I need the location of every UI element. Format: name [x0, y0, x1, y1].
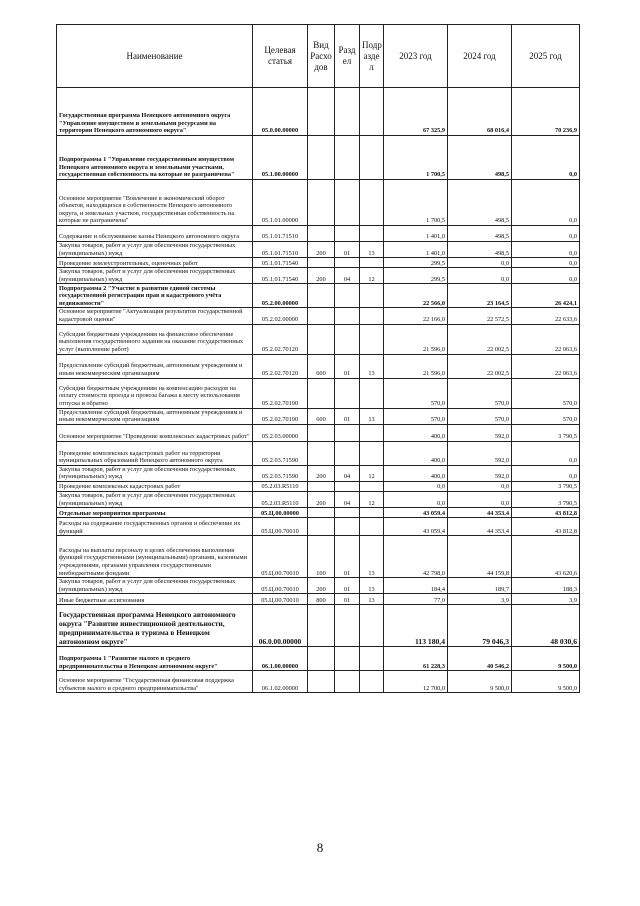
row-expense-type: 600: [308, 354, 335, 378]
row-value-2025: 70 236,9: [512, 88, 580, 136]
row-name: Основное мероприятие "Проведение комплексных кадастровых работ": [57, 424, 253, 441]
row-value-2023: 22 566,0: [384, 284, 448, 308]
row-value-2025: 22 633,6: [512, 308, 580, 324]
row-expense-type: 100: [308, 536, 335, 578]
row-section: 01: [335, 408, 360, 424]
row-expense-type: [308, 481, 335, 491]
row-section: [335, 308, 360, 324]
row-subsection: [360, 308, 384, 324]
row-subsection: 12: [360, 465, 384, 481]
row-name: Содержание и обслуживание казны Ненецкого автономного округа: [57, 226, 253, 242]
row-section: [335, 136, 360, 180]
table-row: [57, 594, 580, 605]
row-name: Подпрограмма 1 "Управление государственным имуществом Ненецкого автономного округа и земельными участками, государственная собственность на которые не разграничена": [57, 136, 253, 180]
row-target-article: 05.1.01.71540: [253, 268, 308, 284]
row-value-2024: 44 353,4: [448, 508, 512, 518]
row-name: Субсидии бюджетным учреждениям на компенсацию расходов на оплату стоимости проезда и провоза багажа к месту использования отпуска и обратно: [57, 378, 253, 408]
row-name: Основное мероприятие "Государственная финансовая поддержка субъектов малого и среднего предпринимательства": [57, 671, 253, 693]
row-value-2024: 0,0: [448, 491, 512, 507]
table-row: [57, 324, 580, 354]
row-expense-type: [308, 284, 335, 308]
table-row: [57, 268, 580, 284]
row-name: Закупка товаров, работ и услуг для обеспечения государственных (муниципальных) нужд: [57, 465, 253, 481]
header-year-2024: 2024 год: [448, 25, 512, 88]
row-subsection: 13: [360, 536, 384, 578]
row-subsection: [360, 88, 384, 136]
row-value-2025: 0,0: [512, 180, 580, 226]
row-target-article: 05.2.00.00000: [253, 284, 308, 308]
row-subsection: [360, 258, 384, 268]
table-row: [57, 481, 580, 491]
row-value-2025: 3,9: [512, 594, 580, 605]
row-value-2024: 570,0: [448, 408, 512, 424]
table-row: [57, 508, 580, 518]
row-expense-type: [308, 378, 335, 408]
row-expense-type: [308, 136, 335, 180]
table-row: [57, 242, 580, 258]
row-target-article: 05.1.01.71510: [253, 226, 308, 242]
row-value-2025: 3 790,5: [512, 481, 580, 491]
table-row: [57, 424, 580, 441]
row-section: 01: [335, 594, 360, 605]
row-target-article: 05.2.03.00000: [253, 424, 308, 441]
row-value-2025: 3 790,5: [512, 491, 580, 507]
row-expense-type: 200: [308, 578, 335, 594]
row-value-2025: 0,0: [512, 441, 580, 465]
row-section: [335, 284, 360, 308]
row-expense-type: [308, 518, 335, 536]
row-section: [335, 378, 360, 408]
row-expense-type: [308, 226, 335, 242]
table-row: [57, 605, 580, 647]
row-target-article: 06.1.00.00000: [253, 647, 308, 671]
table-row: [57, 180, 580, 226]
row-target-article: 05.2.02.00000: [253, 308, 308, 324]
table-row: [57, 136, 580, 180]
row-name: Закупка товаров, работ и услуг для обеспечения государственных (муниципальных) нужд: [57, 268, 253, 284]
row-target-article: 06.0.00.00000: [253, 605, 308, 647]
row-target-article: 05.0.00.00000: [253, 88, 308, 136]
row-value-2023: 77,0: [384, 594, 448, 605]
row-value-2025: 43 620,6: [512, 536, 580, 578]
row-value-2023: 1 401,0: [384, 242, 448, 258]
row-name: Проведение землеустроительных, оценочных работ: [57, 258, 253, 268]
table-row: [57, 671, 580, 693]
row-value-2023: 400,0: [384, 465, 448, 481]
row-target-article: 05.Ц.00.00000: [253, 508, 308, 518]
row-name: Государственная программа Ненецкого автономного округа "Развитие инвестиционной деятельности, предпринимательства и туризма в Ненецком автономном округе": [57, 605, 253, 647]
table-row: [57, 518, 580, 536]
row-name: Расходы на содержание государственных органов и обеспечение их функций: [57, 518, 253, 536]
row-expense-type: [308, 605, 335, 647]
table-row: [57, 308, 580, 324]
row-subsection: [360, 508, 384, 518]
row-target-article: 05.2.03.R5110: [253, 491, 308, 507]
row-value-2025: 22 063,6: [512, 324, 580, 354]
row-subsection: 12: [360, 268, 384, 284]
row-subsection: [360, 481, 384, 491]
row-value-2024: 22 002,5: [448, 354, 512, 378]
row-subsection: 13: [360, 242, 384, 258]
row-subsection: [360, 226, 384, 242]
row-value-2024: 79 046,3: [448, 605, 512, 647]
row-value-2023: 21 596,0: [384, 354, 448, 378]
row-value-2024: 68 016,4: [448, 88, 512, 136]
row-value-2024: 189,7: [448, 578, 512, 594]
row-value-2023: 299,5: [384, 258, 448, 268]
row-expense-type: [308, 324, 335, 354]
row-value-2024: 0,0: [448, 481, 512, 491]
row-name: Закупка товаров, работ и услуг для обеспечения государственных (муниципальных) нужд: [57, 491, 253, 507]
row-expense-type: [308, 424, 335, 441]
row-expense-type: [308, 441, 335, 465]
row-value-2023: 1 700,5: [384, 180, 448, 226]
row-target-article: 05.2.03.R5110: [253, 481, 308, 491]
row-value-2023: 113 180,4: [384, 605, 448, 647]
row-target-article: 05.2.02.70190: [253, 408, 308, 424]
table-header-row: [57, 25, 580, 88]
row-section: [335, 424, 360, 441]
row-value-2024: 23 164,5: [448, 284, 512, 308]
row-value-2024: 570,0: [448, 378, 512, 408]
row-value-2025: 570,0: [512, 408, 580, 424]
table-row: [57, 354, 580, 378]
row-subsection: [360, 441, 384, 465]
header-year-2025: 2025 год: [512, 25, 580, 88]
row-value-2023: 21 596,0: [384, 324, 448, 354]
row-section: 01: [335, 354, 360, 378]
row-subsection: [360, 671, 384, 693]
row-name: Предоставление субсидий бюджетным, автономным учреждениям и иным некоммерческим организациям: [57, 354, 253, 378]
row-value-2025: 0,0: [512, 465, 580, 481]
row-value-2023: 43 059,4: [384, 518, 448, 536]
row-subsection: [360, 180, 384, 226]
row-value-2025: 0,0: [512, 258, 580, 268]
row-value-2023: 400,0: [384, 441, 448, 465]
row-subsection: [360, 136, 384, 180]
row-value-2024: 44 353,4: [448, 518, 512, 536]
row-expense-type: [308, 88, 335, 136]
row-section: [335, 508, 360, 518]
row-value-2023: 1 700,5: [384, 136, 448, 180]
row-expense-type: [308, 647, 335, 671]
row-section: [335, 180, 360, 226]
row-target-article: 06.1.02.00000: [253, 671, 308, 693]
row-expense-type: [308, 508, 335, 518]
row-name: Отдельные мероприятия программы: [57, 508, 253, 518]
row-value-2025: 43 812,8: [512, 508, 580, 518]
row-value-2024: 9 500,0: [448, 671, 512, 693]
row-value-2025: 0,0: [512, 226, 580, 242]
table-row: [57, 647, 580, 671]
row-target-article: 05.1.00.00000: [253, 136, 308, 180]
row-value-2023: 0,0: [384, 491, 448, 507]
header-name: Наименование: [57, 25, 253, 88]
row-value-2023: 42 798,0: [384, 536, 448, 578]
row-section: [335, 88, 360, 136]
row-expense-type: 800: [308, 594, 335, 605]
row-value-2024: 592,0: [448, 441, 512, 465]
header-subsection: Подр азде л: [360, 25, 384, 88]
table-row: [57, 578, 580, 594]
row-value-2024: 498,5: [448, 136, 512, 180]
header-target-article: Целевая статья: [253, 25, 308, 88]
row-value-2024: 22 002,5: [448, 324, 512, 354]
row-name: Иные бюджетные ассигнования: [57, 594, 253, 605]
row-subsection: [360, 518, 384, 536]
row-name: Проведение комплексных кадастровых работ: [57, 481, 253, 491]
row-target-article: 05.Ц.00.70010: [253, 518, 308, 536]
row-section: [335, 441, 360, 465]
row-value-2023: 570,0: [384, 408, 448, 424]
row-value-2025: 570,0: [512, 378, 580, 408]
table-row: [57, 258, 580, 268]
row-subsection: 13: [360, 408, 384, 424]
row-value-2023: 67 325,9: [384, 88, 448, 136]
row-section: 01: [335, 536, 360, 578]
row-section: 04: [335, 465, 360, 481]
row-value-2025: 9 500,0: [512, 647, 580, 671]
row-section: [335, 226, 360, 242]
row-value-2023: 299,5: [384, 268, 448, 284]
row-name: Предоставление субсидий бюджетным, автономным учреждениям и иным некоммерческим организациям: [57, 408, 253, 424]
row-target-article: 05.2.03.71590: [253, 465, 308, 481]
row-name: Закупка товаров, работ и услуг для обеспечения государственных (муниципальных) нужд: [57, 578, 253, 594]
row-name: Проведение комплексных кадастровых работ на территории муниципальных образований Ненецкого автономного округа: [57, 441, 253, 465]
row-value-2025: 9 500,0: [512, 671, 580, 693]
table-row: [57, 441, 580, 465]
row-section: [335, 258, 360, 268]
row-value-2025: 0,0: [512, 242, 580, 258]
row-target-article: 05.Ц.00.70010: [253, 594, 308, 605]
row-value-2024: 498,5: [448, 180, 512, 226]
table-row: [57, 378, 580, 408]
row-expense-type: [308, 180, 335, 226]
row-value-2025: 0,0: [512, 136, 580, 180]
row-section: [335, 671, 360, 693]
row-value-2023: 22 166,0: [384, 308, 448, 324]
row-target-article: 05.1.01.71510: [253, 242, 308, 258]
table-row: [57, 536, 580, 578]
row-subsection: 12: [360, 491, 384, 507]
row-target-article: 05.2.03.71590: [253, 441, 308, 465]
row-target-article: 05.Ц.00.70010: [253, 578, 308, 594]
row-value-2024: 44 159,8: [448, 536, 512, 578]
row-expense-type: 200: [308, 268, 335, 284]
row-value-2023: 1 401,0: [384, 226, 448, 242]
row-section: [335, 605, 360, 647]
row-subsection: [360, 424, 384, 441]
row-subsection: [360, 605, 384, 647]
row-subsection: [360, 324, 384, 354]
row-value-2024: 592,0: [448, 424, 512, 441]
row-target-article: 05.1.01.71540: [253, 258, 308, 268]
table-row: [57, 491, 580, 507]
row-value-2023: 400,0: [384, 424, 448, 441]
row-target-article: 05.1.01.00000: [253, 180, 308, 226]
row-target-article: 05.Ц.00.70010: [253, 536, 308, 578]
row-value-2025: 3 790,5: [512, 424, 580, 441]
row-value-2023: 43 059,4: [384, 508, 448, 518]
row-value-2025: 48 030,6: [512, 605, 580, 647]
row-value-2023: 184,4: [384, 578, 448, 594]
table-row: [57, 88, 580, 136]
row-target-article: 05.2.02.70190: [253, 378, 308, 408]
row-subsection: 13: [360, 578, 384, 594]
table-body: [57, 88, 580, 693]
row-value-2024: 498,5: [448, 242, 512, 258]
row-expense-type: 200: [308, 242, 335, 258]
row-value-2024: 592,0: [448, 465, 512, 481]
row-name: Основное мероприятие "Вовлечение в экономический оборот объектов, находящихся в собственности Ненецкого автономного округа, и земельных участков, государственная собственность на которые не разграничена": [57, 180, 253, 226]
row-subsection: 13: [360, 354, 384, 378]
row-target-article: 05.2.02.70120: [253, 354, 308, 378]
row-section: 04: [335, 491, 360, 507]
row-expense-type: [308, 308, 335, 324]
table-row: [57, 408, 580, 424]
row-value-2025: 43 812,8: [512, 518, 580, 536]
row-name: Основное мероприятие "Актуализация результатов государственной кадастровой оценки": [57, 308, 253, 324]
row-value-2023: 61 228,3: [384, 647, 448, 671]
row-expense-type: [308, 671, 335, 693]
page-number: 8: [316, 840, 324, 855]
row-subsection: [360, 284, 384, 308]
row-value-2023: 570,0: [384, 378, 448, 408]
table-row: [57, 284, 580, 308]
row-name: Субсидии бюджетным учреждениям на финансовое обеспечение выполнения государственного задания на оказание государственных услуг (выполнение работ): [57, 324, 253, 354]
row-subsection: [360, 378, 384, 408]
row-section: [335, 518, 360, 536]
table-row: [57, 226, 580, 242]
row-subsection: 13: [360, 594, 384, 605]
row-name: Подпрограмма 1 "Развитие малого и среднего предпринимательства в Ненецком автономном округе": [57, 647, 253, 671]
row-name: Закупка товаров, работ и услуг для обеспечения государственных (муниципальных) нужд: [57, 242, 253, 258]
row-value-2024: 498,5: [448, 226, 512, 242]
row-section: [335, 481, 360, 491]
row-name: Государственная программа Ненецкого автономного округа "Управление имуществом и земельными ресурсами на территории Ненецкого автономного округа": [57, 88, 253, 136]
table-row: [57, 465, 580, 481]
row-section: [335, 324, 360, 354]
row-expense-type: [308, 258, 335, 268]
row-value-2025: 188,3: [512, 578, 580, 594]
row-name: Подпрограмма 2 "Участие в развитии единой системы государственной регистрации прав и кадастрового учёта недвижимости": [57, 284, 253, 308]
row-value-2024: 22 572,5: [448, 308, 512, 324]
row-value-2024: 0,0: [448, 258, 512, 268]
row-value-2024: 0,0: [448, 268, 512, 284]
row-value-2025: 26 424,1: [512, 284, 580, 308]
row-value-2023: 0,0: [384, 481, 448, 491]
header-section: Разд ел: [335, 25, 360, 88]
row-value-2024: 40 546,2: [448, 647, 512, 671]
row-subsection: [360, 647, 384, 671]
header-year-2023: 2023 год: [384, 25, 448, 88]
header-expense-type: Вид Расхо дов: [308, 25, 335, 88]
row-value-2025: 0,0: [512, 268, 580, 284]
row-expense-type: 200: [308, 465, 335, 481]
row-section: 01: [335, 242, 360, 258]
row-expense-type: 200: [308, 491, 335, 507]
row-name: Расходы на выплаты персоналу в целях обеспечения выполнения функций государственными (муниципальными) органами, казенными учреждениями, органами управления государственными внебюджетными фондами: [57, 536, 253, 578]
row-section: 04: [335, 268, 360, 284]
row-section: [335, 647, 360, 671]
row-target-article: 05.2.02.70120: [253, 324, 308, 354]
budget-table: [56, 24, 580, 693]
row-value-2023: 12 700,0: [384, 671, 448, 693]
row-expense-type: 600: [308, 408, 335, 424]
row-value-2024: 3,9: [448, 594, 512, 605]
row-value-2025: 22 063,6: [512, 354, 580, 378]
row-section: 01: [335, 578, 360, 594]
